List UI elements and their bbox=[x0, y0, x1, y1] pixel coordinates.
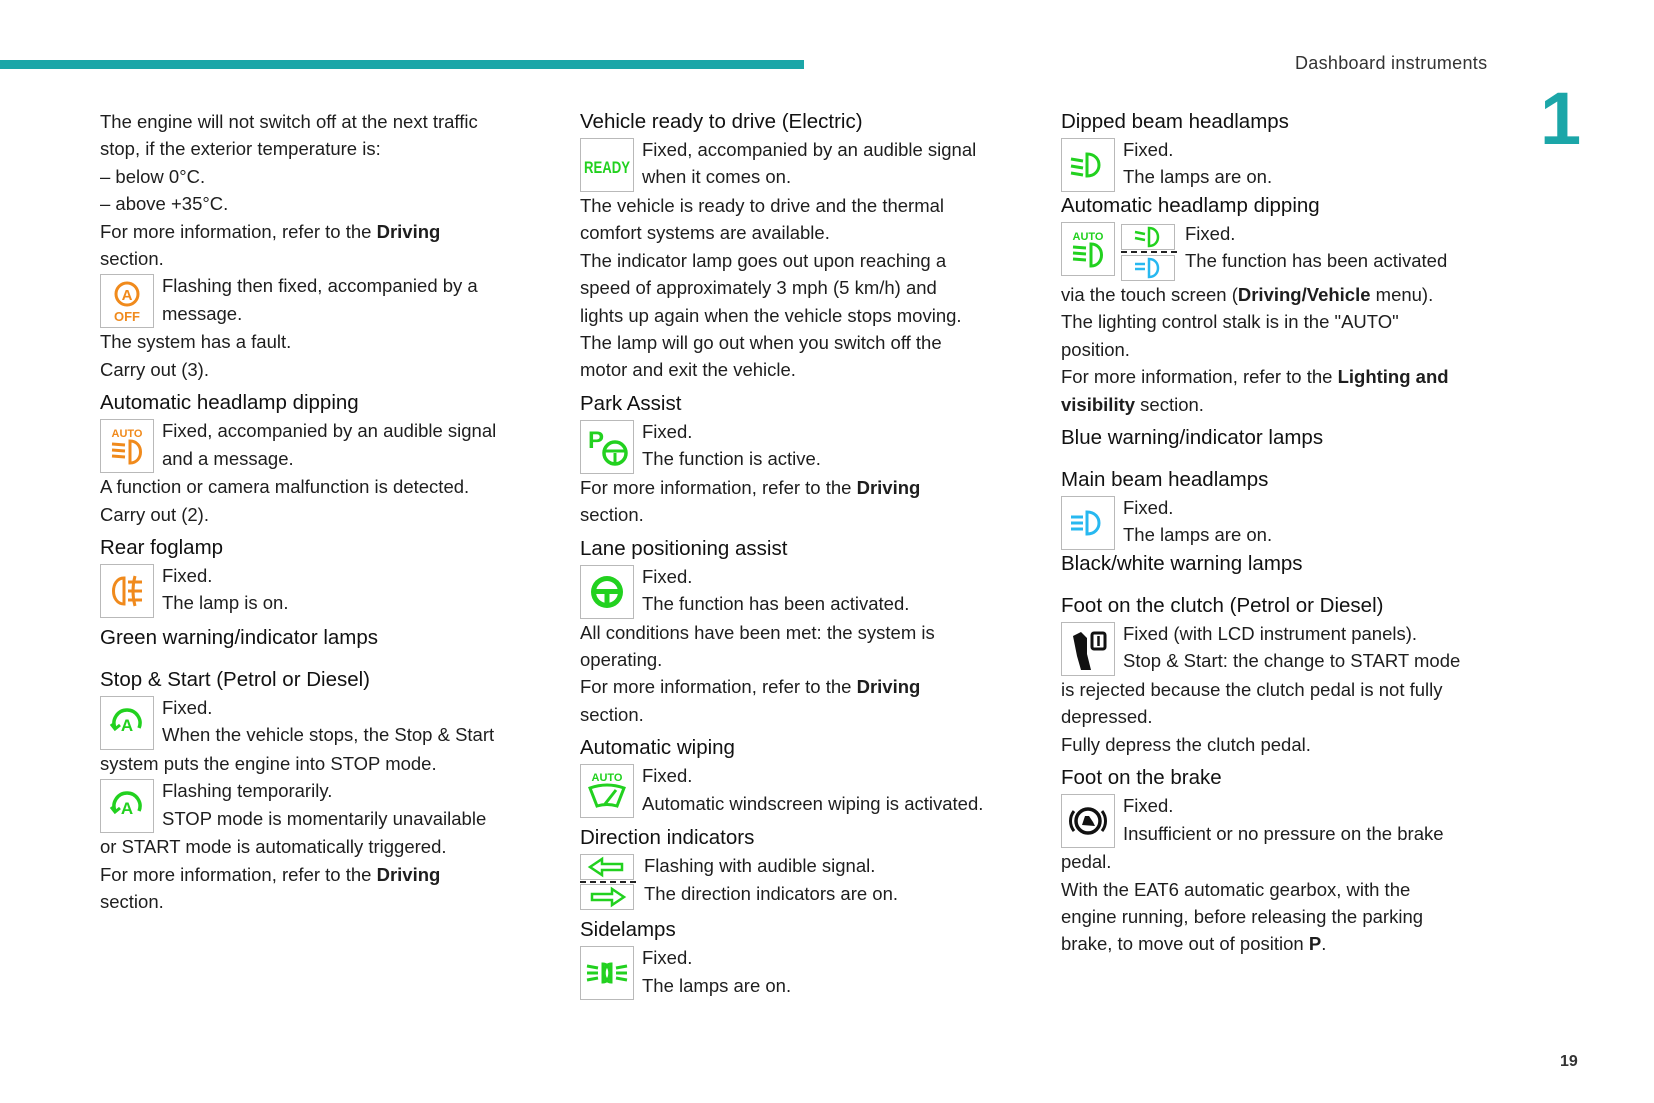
text-line: system puts the engine into STOP mode. bbox=[100, 753, 437, 775]
left-arrow-icon bbox=[580, 854, 634, 880]
text-line: stop, if the exterior temperature is: bbox=[100, 138, 381, 160]
text-line: Fixed. bbox=[162, 565, 213, 587]
text-line: Fixed, accompanied by an audible signal bbox=[162, 420, 497, 442]
heading: Black/white warning lamps bbox=[1061, 552, 1303, 576]
svg-text:A: A bbox=[120, 799, 134, 819]
lamp-row-clutch bbox=[1061, 620, 1521, 676]
text-line: The function is active. bbox=[642, 448, 821, 470]
link-driving-vehicle: Driving/Vehicle bbox=[1237, 284, 1371, 305]
text-line: Flashing with audible signal. bbox=[644, 855, 876, 877]
stop-start-icon bbox=[100, 779, 154, 833]
text-line: The vehicle is ready to drive and the thermal bbox=[580, 195, 945, 216]
heading: Lane positioning assist bbox=[580, 536, 788, 560]
text-line: Flashing temporarily. bbox=[162, 780, 333, 802]
sidelamps-icon bbox=[580, 946, 634, 1000]
text-line: speed of approximately 3 mph (5 km/h) and bbox=[580, 277, 937, 299]
text-line: position. bbox=[1061, 338, 1130, 360]
svg-text:P: P bbox=[588, 426, 605, 454]
heading: Blue warning/indicator lamps bbox=[1061, 426, 1324, 450]
text-line: Insufficient or no pressure on the brake bbox=[1123, 822, 1444, 844]
gear-position-p: P bbox=[1308, 933, 1322, 955]
dipped-beam-icon bbox=[1061, 138, 1115, 192]
text-line: – above +35°C. bbox=[100, 193, 229, 215]
heading: Green warning/indicator lamps bbox=[100, 626, 379, 650]
lamp-row-ahd-active bbox=[1061, 220, 1521, 281]
text-line: The engine will not switch off at the next traffic bbox=[100, 111, 478, 132]
lamp-row-direction bbox=[580, 852, 1020, 910]
svg-text:A: A bbox=[121, 287, 133, 305]
text-line: For more information, refer to the Lighting and bbox=[1061, 366, 1449, 388]
text-line: The direction indicators are on. bbox=[644, 882, 898, 904]
text-line: The lighting control stalk is in the "AUTO" bbox=[1061, 311, 1399, 333]
text-line: The system has a fault. bbox=[100, 331, 292, 353]
text-line: is rejected because the clutch pedal is not fully bbox=[1061, 679, 1443, 701]
text-line: The indicator lamp goes out upon reaching a bbox=[580, 249, 947, 271]
link-driving: Driving bbox=[376, 220, 441, 242]
heading: Sidelamps bbox=[580, 918, 676, 942]
text-line: brake, to move out of position P. bbox=[1061, 933, 1327, 955]
lamp-row-main-beam bbox=[1061, 494, 1521, 550]
lane-positioning-icon bbox=[580, 565, 634, 619]
off-label: OFF bbox=[114, 309, 140, 325]
heading: Stop & Start (Petrol or Diesel) bbox=[100, 668, 371, 692]
text-line: For more information, refer to the Driving bbox=[580, 676, 921, 698]
rear-foglamp-icon bbox=[100, 564, 154, 618]
chapter-number: 1 bbox=[1540, 77, 1582, 160]
text-line: Fixed. bbox=[642, 420, 693, 442]
link-driving: Driving bbox=[856, 676, 921, 698]
text-line: and a message. bbox=[162, 447, 294, 469]
link-visibility: visibility bbox=[1061, 393, 1136, 415]
svg-text:A: A bbox=[120, 716, 134, 736]
text-line: Fixed. bbox=[1123, 497, 1174, 519]
auto-label: AUTO bbox=[591, 772, 623, 785]
lamp-row-sidelamps bbox=[580, 944, 1020, 1000]
lamp-row-ready bbox=[580, 136, 1020, 192]
heading: Foot on the clutch (Petrol or Diesel) bbox=[1061, 594, 1384, 618]
link-lighting: Lighting and bbox=[1337, 366, 1449, 388]
text-line: The lamps are on. bbox=[1123, 166, 1273, 188]
stop-start-off-icon bbox=[100, 274, 154, 328]
heading: Direction indicators bbox=[580, 826, 755, 850]
text-line: when it comes on. bbox=[642, 166, 792, 188]
park-assist-icon bbox=[580, 420, 634, 474]
text-line: visibility section. bbox=[1061, 393, 1204, 415]
lamp-row-park-assist bbox=[580, 418, 1020, 474]
text-line: section. bbox=[100, 248, 164, 270]
auto-wiper-icon bbox=[580, 764, 634, 818]
ready-label: READY bbox=[584, 158, 631, 177]
text-line: For more information, refer to the Driving bbox=[100, 863, 441, 885]
text-line: Fixed. bbox=[642, 765, 693, 787]
text-line: engine running, before releasing the parking bbox=[1061, 906, 1424, 928]
column-3 bbox=[1061, 108, 1521, 958]
text-line: Carry out (2). bbox=[100, 503, 209, 525]
heading: Rear foglamp bbox=[100, 536, 224, 560]
heading: Automatic headlamp dipping bbox=[1061, 194, 1320, 217]
text-line: The lamps are on. bbox=[1123, 524, 1273, 546]
text-line: pedal. bbox=[1061, 851, 1112, 873]
text-line: Fixed. bbox=[642, 565, 693, 587]
auto-label: AUTO bbox=[111, 428, 143, 441]
lamp-row-stopstart-flashing bbox=[100, 777, 540, 833]
lamp-row-stopstart-fixed bbox=[100, 694, 540, 750]
foot-on-clutch-icon bbox=[1061, 622, 1115, 676]
text-line: Flashing then fixed, accompanied by a bbox=[162, 275, 478, 297]
heading: Foot on the brake bbox=[1061, 766, 1222, 790]
heading: Automatic wiping bbox=[580, 736, 735, 760]
section-title: Dashboard instruments bbox=[1295, 53, 1488, 73]
column-1 bbox=[100, 108, 540, 916]
text-line: motor and exit the vehicle. bbox=[580, 359, 796, 381]
stop-start-icon bbox=[100, 696, 154, 750]
auto-label: AUTO bbox=[1072, 231, 1104, 243]
lamp-row-rear-foglamp bbox=[100, 562, 540, 618]
text-line: When the vehicle stops, the Stop & Start bbox=[162, 724, 495, 746]
heading: Dipped beam headlamps bbox=[1061, 110, 1289, 133]
heading: Park Assist bbox=[580, 391, 682, 415]
text-line: Fixed. bbox=[1123, 795, 1174, 817]
text-line: section. bbox=[580, 504, 644, 526]
text-line: or START mode is automatically triggered. bbox=[100, 836, 447, 858]
text-line: STOP mode is momentarily unavailable bbox=[162, 807, 487, 829]
text-line: For more information, refer to the Driving bbox=[580, 476, 921, 498]
link-driving: Driving bbox=[856, 476, 921, 498]
lamp-row-stopstart-fault bbox=[100, 272, 540, 328]
text-line: Fixed. bbox=[1123, 139, 1174, 160]
text-line: With the EAT6 automatic gearbox, with the bbox=[1061, 878, 1411, 900]
text-line: Fully depress the clutch pedal. bbox=[1061, 733, 1311, 755]
text-line: Fixed (with LCD instrument panels). bbox=[1123, 623, 1418, 645]
text-line: section. bbox=[100, 891, 164, 913]
page-number: 19 bbox=[1560, 1053, 1578, 1070]
foot-on-brake-icon bbox=[1061, 794, 1115, 848]
dipped-beam-icon bbox=[1121, 224, 1175, 250]
lamp-row-dipped-beam bbox=[1061, 136, 1521, 192]
text-line: via the touch screen (Driving/Vehicle menu). bbox=[1061, 284, 1434, 305]
text-line: The lamps are on. bbox=[642, 974, 792, 996]
column-2 bbox=[580, 108, 1020, 1000]
text-line: Stop & Start: the change to START mode bbox=[1123, 650, 1461, 672]
text-line: Automatic windscreen wiping is activated. bbox=[642, 792, 984, 814]
text-line: The lamp is on. bbox=[162, 592, 289, 614]
text-line: depressed. bbox=[1061, 706, 1153, 728]
auto-headlamp-icon bbox=[1061, 222, 1115, 276]
text-line: Fixed. bbox=[162, 697, 213, 719]
text-line: comfort systems are available. bbox=[580, 222, 830, 244]
heading: Main beam headlamps bbox=[1061, 468, 1269, 492]
main-beam-icon bbox=[1121, 255, 1175, 281]
lamp-row-lane-assist bbox=[580, 563, 1020, 619]
text-line: Carry out (3). bbox=[100, 358, 209, 380]
text-line: lights up again when the vehicle stops moving. bbox=[580, 304, 962, 326]
text-line: Fixed. bbox=[642, 947, 693, 969]
heading: Automatic headlamp dipping bbox=[100, 391, 359, 415]
auto-headlamp-fault-icon bbox=[100, 419, 154, 473]
lamp-row-brake bbox=[1061, 792, 1521, 848]
text-line: Fixed, accompanied by an audible signal bbox=[642, 139, 977, 160]
text-line: The lamp will go out when you switch off the bbox=[580, 332, 942, 354]
text-line: For more information, refer to the Driving bbox=[100, 220, 441, 242]
heading: Vehicle ready to drive (Electric) bbox=[580, 110, 863, 133]
lamp-row-ahd-fault bbox=[100, 417, 540, 473]
text-line: operating. bbox=[580, 649, 663, 671]
text-line: The function has been activated. bbox=[642, 593, 910, 615]
text-line: The function has been activated bbox=[1185, 250, 1448, 272]
text-line: section. bbox=[580, 703, 644, 725]
ready-icon bbox=[580, 138, 634, 192]
right-arrow-icon bbox=[580, 884, 634, 910]
main-beam-icon bbox=[1061, 496, 1115, 550]
text-line: message. bbox=[162, 302, 243, 324]
lamp-row-auto-wiping bbox=[580, 762, 1020, 818]
link-driving: Driving bbox=[376, 863, 441, 885]
text-line: Fixed. bbox=[1185, 223, 1236, 244]
text-line: A function or camera malfunction is detected. bbox=[100, 476, 470, 498]
text-line: All conditions have been met: the system is bbox=[580, 621, 935, 643]
header-accent-bar bbox=[0, 60, 804, 69]
text-line: – below 0°C. bbox=[100, 165, 206, 187]
